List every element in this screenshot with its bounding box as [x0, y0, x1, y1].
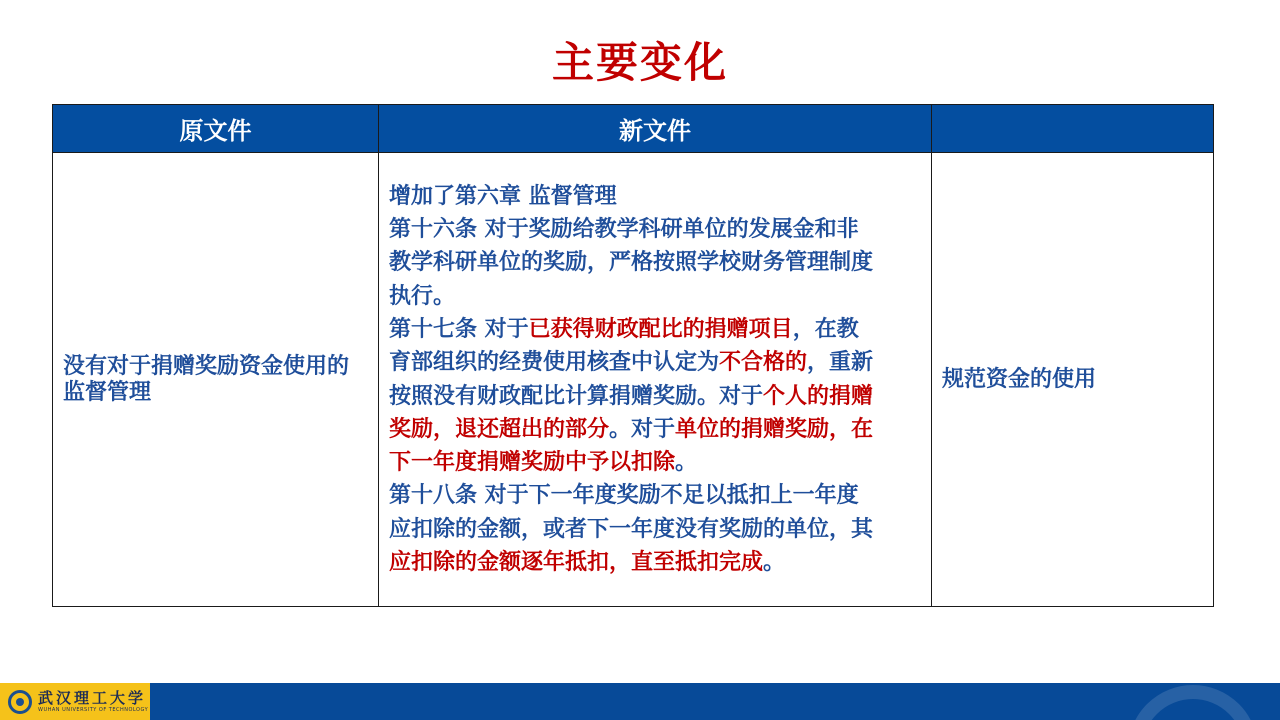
page-title: 主要变化: [551, 38, 728, 87]
new-file-line: [389, 513, 919, 546]
header-new-file: 新文件: [379, 105, 932, 153]
highlight-text: 单位的捐赠奖励，在: [675, 416, 874, 442]
highlight-text: 不合格的: [719, 350, 808, 376]
university-emblem-icon: [8, 690, 32, 714]
original-file-text: 没有对于捐赠奖励资金使用的监督管理: [63, 353, 350, 405]
new-file-line: [389, 380, 919, 413]
logo-name: 武汉理工大学: [38, 688, 147, 707]
body-text: 第十八条 对于下一年度奖励不足以抵扣上一年度: [389, 483, 859, 509]
university-logo: [0, 683, 150, 720]
new-file-text: [389, 180, 919, 580]
body-text: 育部组织的经费使用核查中认定为: [389, 350, 720, 376]
highlight-text: 已获得财政配比的捐赠项目: [528, 316, 793, 342]
new-file-line: [389, 313, 919, 346]
highlight-text: 下一年度捐赠奖励中予以扣除: [389, 450, 676, 476]
body-text: 增加了第六章 监督管理: [389, 183, 617, 209]
new-file-line: [389, 546, 919, 579]
new-file-line: [389, 246, 919, 279]
new-file-line: [389, 446, 919, 479]
highlight-text: 应扣除的金额逐年抵扣，直至抵扣完成: [389, 549, 764, 575]
highlight-text: 个人的捐赠: [763, 383, 874, 409]
body-text: 按照没有财政配比计算捐赠奖励。对于: [389, 383, 764, 409]
body-text: 第十六条 对于奖励给教学科研单位的发展金和非: [389, 217, 859, 243]
comparison-table: [52, 104, 1214, 607]
new-file-line: [389, 346, 919, 379]
highlight-text: 奖励，退还超出的部分: [389, 416, 610, 442]
header-notes: [932, 105, 1214, 153]
cell-new-file: [379, 153, 932, 607]
new-file-line: [389, 479, 919, 512]
header-original-file: 原文件: [53, 105, 379, 153]
notes-text: 规范资金的使用: [942, 366, 1097, 392]
body-text: 教学科研单位的奖励，严格按照学校财务管理制度: [389, 250, 874, 276]
logo-subtitle: WUHAN UNIVERSITY OF TECHNOLOGY: [38, 706, 149, 713]
body-text: 。对于: [609, 416, 676, 442]
new-file-line: [389, 280, 919, 313]
body-text: ，重新: [807, 350, 874, 376]
body-text: 。: [675, 450, 698, 476]
table-row: [53, 153, 1214, 607]
new-file-line: [389, 180, 919, 213]
table-header-row: [53, 105, 1214, 153]
cell-original-file: [53, 153, 379, 607]
body-text: 第十七条 对于: [389, 316, 529, 342]
body-text: ，在教: [792, 316, 859, 342]
cell-notes: [932, 153, 1214, 607]
body-text: 执行。: [389, 283, 456, 309]
body-text: 应扣除的金额，或者下一年度没有奖励的单位，其: [389, 516, 874, 542]
new-file-line: [389, 213, 919, 246]
watermark-emblem-icon: [1128, 685, 1258, 720]
body-text: 。: [763, 549, 786, 575]
new-file-line: [389, 413, 919, 446]
footer-bar: [0, 683, 1280, 720]
